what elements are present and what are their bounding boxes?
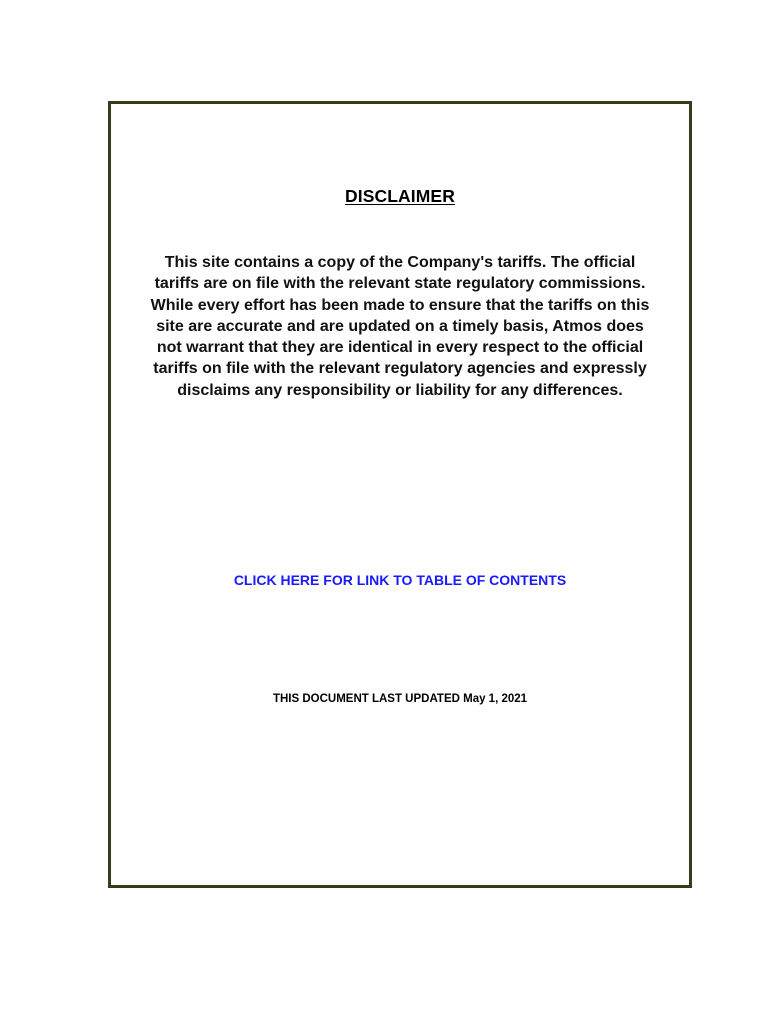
disclaimer-frame (108, 101, 692, 888)
last-updated-notice: THIS DOCUMENT LAST UPDATED May 1, 2021 (272, 693, 528, 705)
disclaimer-body: This site contains a copy of the Company's tariffs. The official tariffs are on file with the relevant state regulatory commissions. While every effort has been made to ensure that the tariffs on this site are accurate and are updated on a timely basis, Atmos does not warrant that they are identical in every respect to the official tariffs on file with the relevant regulatory agencies and expressly disclaims any responsibility or liability for any differences. (150, 254, 650, 399)
page-title: DISCLAIMER (345, 186, 455, 206)
table-of-contents-link[interactable]: CLICK HERE FOR LINK TO TABLE OF CONTENTS (233, 572, 567, 588)
